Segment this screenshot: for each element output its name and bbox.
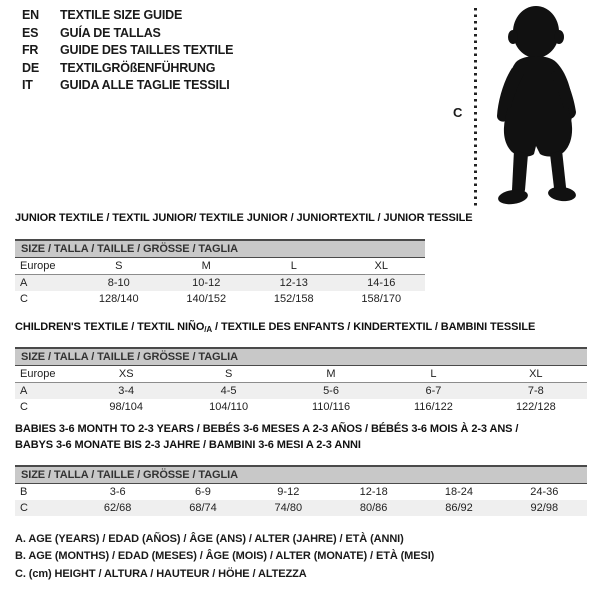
footnote-a: A. AGE (YEARS) / EDAD (AÑOS) / ÂGE (ANS) / ALTER (JAHRE) / ETÀ (ANNI)	[15, 533, 404, 545]
table-cell: 116/122	[413, 401, 453, 413]
row-label: C	[20, 502, 28, 514]
lang-code: DE	[22, 60, 39, 75]
babies-size-table	[15, 465, 587, 516]
table-row-age	[15, 275, 425, 291]
column-header: Europe	[20, 260, 56, 272]
junior-section-title: JUNIOR TEXTILE / TEXTIL JUNIOR/ TEXTILE JUNIOR / JUNIORTEXTIL / JUNIOR TESSILE	[15, 212, 473, 224]
children-section-title	[15, 319, 535, 338]
row-label: C	[20, 293, 28, 305]
table-cell: 110/116	[311, 401, 351, 413]
table-cell: 158/170	[361, 293, 402, 305]
lang-title: TEXTILGRÖßENFÜHRUNG	[60, 60, 216, 75]
table-cell: 4-5	[220, 385, 237, 397]
lang-title: TEXTILE SIZE GUIDE	[60, 8, 183, 22]
table-cell: 10-12	[192, 277, 221, 289]
column-header: S	[224, 368, 233, 380]
table-cell: 92/98	[530, 502, 559, 514]
table-cell: 86/92	[445, 502, 473, 514]
table-row-age-months	[15, 484, 587, 500]
table-cell: 9-12	[277, 486, 300, 498]
column-header: XL	[374, 260, 388, 272]
table-cell: 14-16	[367, 277, 396, 289]
row-label: C	[20, 401, 28, 413]
title-part: / TEXTILE DES ENFANTS / KINDERTEXTIL / BAMBINI TESSILE	[212, 321, 536, 333]
lang-code: ES	[22, 25, 39, 40]
footnote-b: B. AGE (MONTHS) / EDAD (MESES) / ÂGE (MOIS) / ALTER (MONATE) / ETÀ (MESI)	[15, 550, 435, 563]
column-header: XS	[118, 368, 134, 380]
row-label: B	[20, 486, 28, 498]
table-cell: 122/128	[515, 401, 556, 413]
title-subscript: /A	[204, 325, 213, 334]
table-cell: 24-36	[530, 486, 559, 498]
table-cell: 3-6	[109, 486, 126, 498]
table-cell: 140/152	[186, 293, 227, 305]
column-header: L	[430, 368, 437, 380]
language-title-list	[22, 7, 233, 95]
column-header: Europe	[20, 368, 56, 380]
size-header-bar: SIZE / TALLA / TAILLE / GRÖSSE / TAGLIA	[15, 465, 587, 484]
table-cell: 5-6	[323, 385, 339, 397]
lang-row-fr	[22, 42, 233, 60]
row-label: A	[20, 385, 28, 397]
baby-silhouette-icon	[486, 4, 598, 210]
table-cell: 3-4	[118, 385, 135, 397]
table-cell: 12-18	[359, 486, 388, 498]
table-header-row	[15, 366, 587, 383]
table-cell: 104/110	[209, 401, 249, 413]
title-part: CHILDREN'S TEXTILE / TEXTIL NIÑO	[15, 321, 205, 333]
table-cell: 128/140	[98, 293, 139, 305]
lang-title: GUÍA DE TALLAS	[60, 25, 161, 40]
lang-row-en	[22, 7, 233, 25]
table-cell: 8-10	[107, 277, 130, 289]
lang-code: EN	[22, 8, 39, 22]
table-cell: 98/104	[109, 401, 144, 413]
lang-title: GUIDE DES TAILLES TEXTILE	[60, 43, 234, 57]
table-row-height	[15, 500, 587, 516]
table-row-age	[15, 383, 587, 399]
table-row-height	[15, 399, 587, 415]
lang-code: IT	[22, 78, 33, 92]
junior-size-table	[15, 239, 425, 307]
lang-row-de	[22, 60, 233, 78]
table-cell: 7-8	[527, 385, 544, 397]
babies-section-title	[15, 421, 518, 453]
size-header-bar: SIZE / TALLA / TAILLE / GRÖSSE / TAGLIA	[15, 347, 587, 366]
lang-title: GUIDA ALLE TAGLIE TESSILI	[60, 78, 230, 92]
table-cell: 12-13	[279, 277, 308, 289]
column-header: M	[201, 260, 211, 272]
title-line-2: BABYS 3-6 MONATE BIS 2-3 JAHRE / BAMBINI 3-6 MESI A 2-3 ANNI	[15, 439, 361, 451]
size-header-bar: SIZE / TALLA / TAILLE / GRÖSSE / TAGLIA	[15, 239, 425, 258]
row-label: A	[20, 277, 28, 289]
table-cell: 6-7	[425, 385, 442, 397]
table-cell: 68/74	[189, 502, 217, 514]
lang-code: FR	[22, 43, 39, 57]
lang-row-es	[22, 25, 233, 43]
table-cell: 6-9	[195, 486, 211, 498]
table-cell: 74/80	[274, 502, 303, 514]
height-measure-label: C	[453, 105, 463, 120]
column-header: S	[115, 260, 123, 272]
height-measure-dotted-line	[474, 8, 477, 208]
table-row-height	[15, 291, 425, 307]
table-header-row	[15, 258, 425, 275]
table-cell: 18-24	[444, 486, 474, 498]
footnote-c: C. (cm) HEIGHT / ALTURA / HAUTEUR / HÖHE / ALTEZZA	[15, 567, 307, 580]
title-line-1: BABIES 3-6 MONTH TO 2-3 YEARS / BEBÉS 3-6 MESES A 2-3 AÑOS / BÉBÉS 3-6 MOIS À 2-3 ANS /	[15, 423, 519, 435]
column-header: XL	[529, 368, 543, 380]
table-cell: 152/158	[273, 293, 314, 305]
table-cell: 62/68	[103, 502, 132, 514]
column-header: L	[290, 260, 297, 272]
lang-row-it	[22, 77, 233, 95]
footnote-legend	[15, 531, 434, 583]
children-size-table	[15, 347, 587, 415]
column-header: M	[326, 368, 336, 380]
table-cell: 80/86	[359, 502, 388, 514]
